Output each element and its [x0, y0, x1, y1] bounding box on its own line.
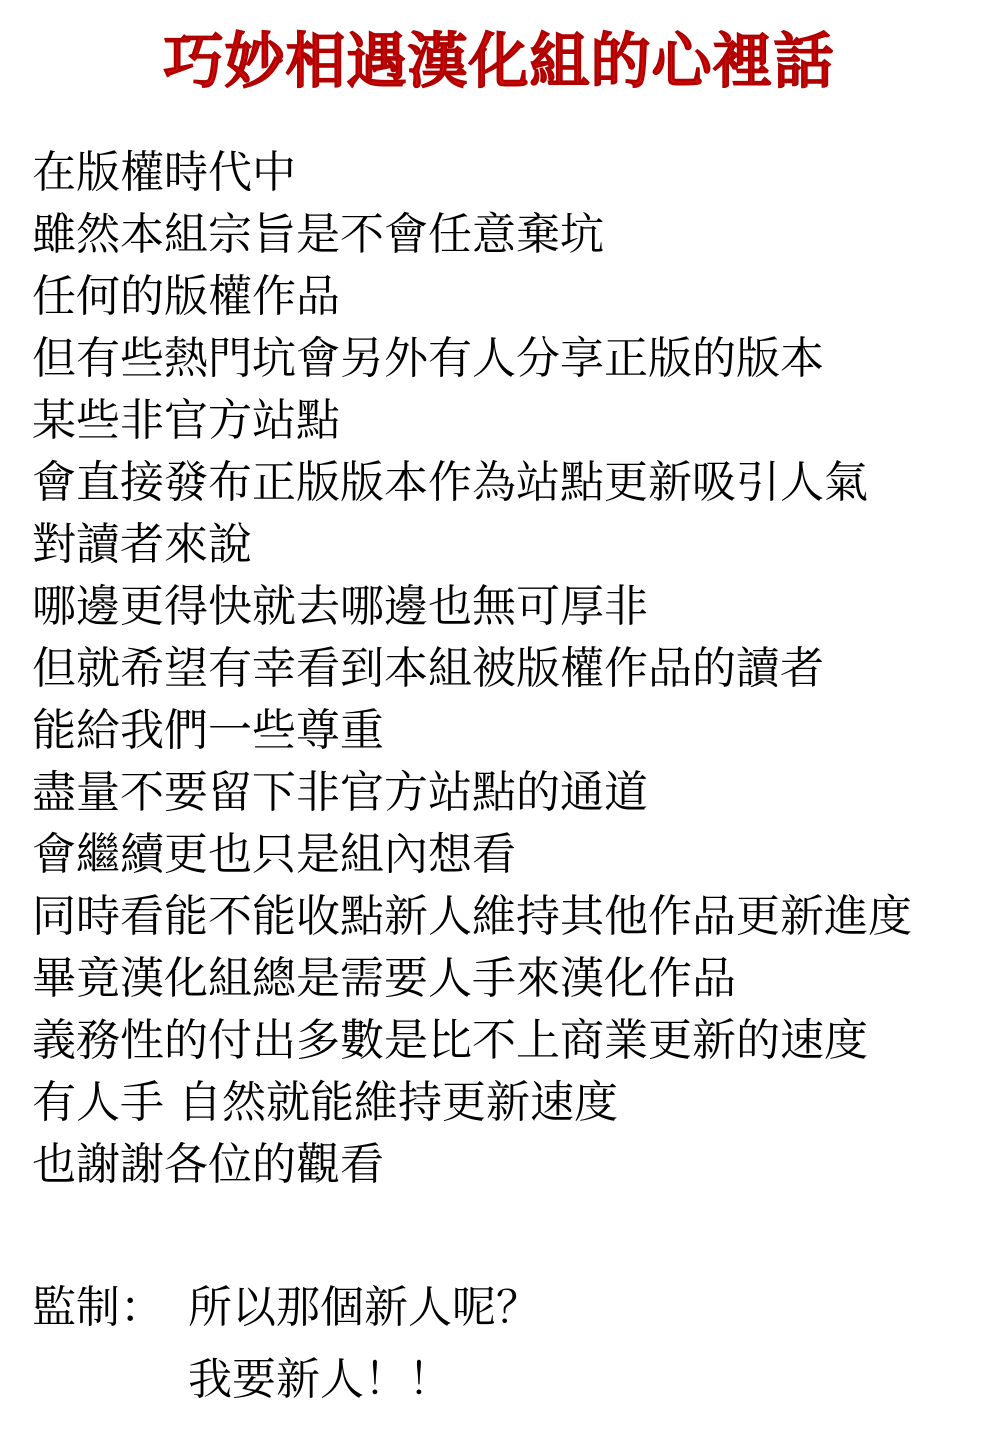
message-line: 雖然本組宗旨是不會任意棄坑: [32, 209, 604, 260]
message-line: 但有些熱門坑會另外有人分享正版的版本: [32, 333, 824, 384]
message-line: 會繼續更也只是組內想看: [32, 829, 516, 880]
message-line: 義務性的付出多數是比不上商業更新的速度: [32, 1015, 868, 1066]
signoff-row-2: [32, 1344, 992, 1416]
message-line: 哪邊更得快就去哪邊也無可厚非: [32, 581, 648, 632]
signoff: [32, 1272, 992, 1416]
message-line: 任何的版權作品: [32, 271, 340, 322]
message-line: 會直接發布正版版本作為站點更新吸引人氣: [32, 457, 868, 508]
signoff-label: 監制：: [32, 1282, 164, 1333]
page-title: 巧妙相遇漢化組的心裡話: [163, 27, 835, 97]
message-line: 能給我們一些尊重: [32, 705, 384, 756]
message-line: 對讀者來說: [32, 519, 252, 570]
message-line: 也謝謝各位的觀看: [32, 1139, 384, 1190]
message-body: [32, 142, 992, 1196]
message-line: 盡量不要留下非官方站點的通道: [32, 767, 648, 818]
message-line: 但就希望有幸看到本組被版權作品的讀者: [32, 643, 824, 694]
signoff-line-1: 所以那個新人呢？: [188, 1282, 540, 1333]
message-line: 畢竟漢化組總是需要人手來漢化作品: [32, 953, 736, 1004]
message-line: 同時看能不能收點新人維持其他作品更新進度: [32, 891, 912, 942]
message-line: 有人手 自然就能維持更新速度: [32, 1077, 618, 1128]
signoff-line-2: 我要新人！！: [188, 1354, 452, 1405]
signoff-row-1: [32, 1272, 992, 1344]
message-line: 某些非官方站點: [32, 395, 340, 446]
message-line: 在版權時代中: [32, 147, 296, 198]
